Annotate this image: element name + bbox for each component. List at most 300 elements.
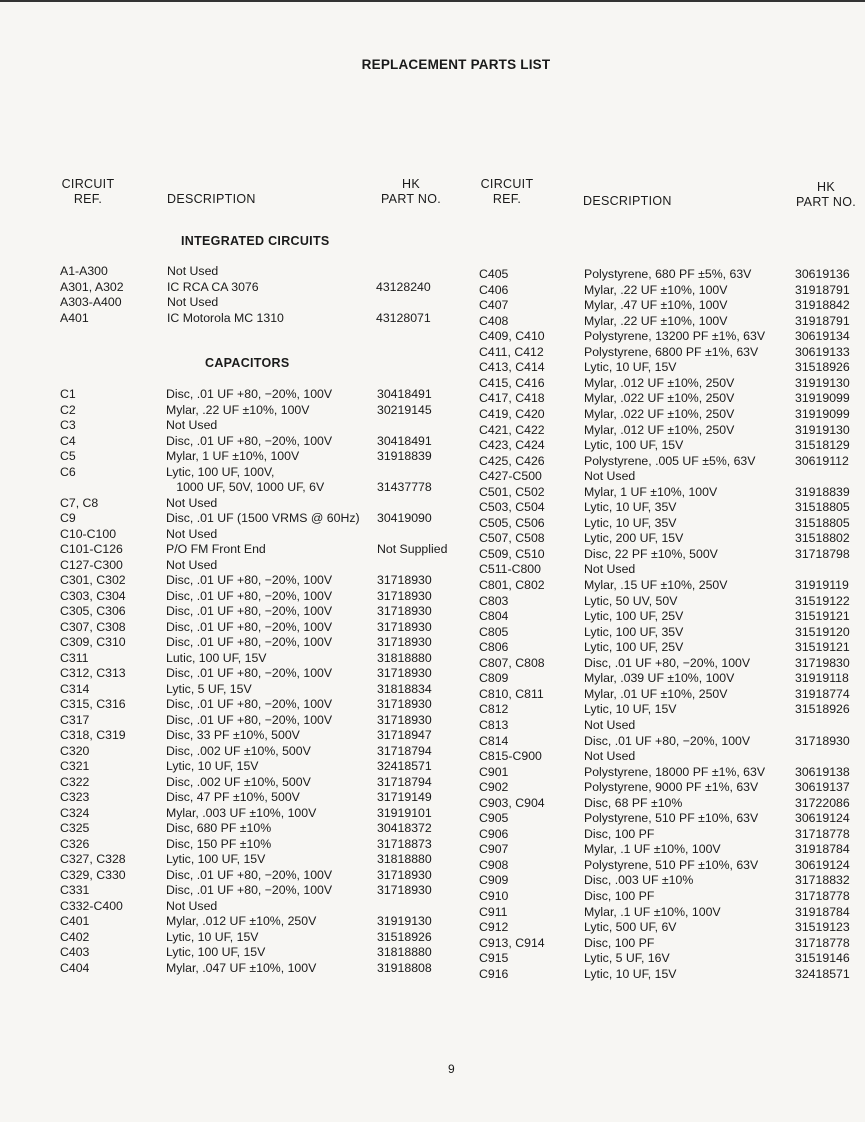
- circuit-ref: C5: [60, 449, 76, 463]
- description: Polystyrene, 510 PF ±10%, 63V: [584, 811, 759, 826]
- part-number: 31718947: [377, 728, 432, 742]
- part-number: 32418571: [795, 966, 850, 981]
- circuit-ref: C324: [60, 805, 90, 820]
- description: Mylar, .22 UF ±10%, 100V: [166, 402, 310, 417]
- description: Mylar, .047 UF ±10%, 100V: [166, 960, 317, 975]
- table-row: [0, 609, 865, 625]
- part-number: 30619112: [795, 453, 849, 468]
- part-number: 31519123: [795, 920, 850, 935]
- part-number: 31918791: [795, 313, 850, 328]
- table-row: [0, 827, 865, 843]
- table-row: [0, 485, 865, 501]
- part-number: 31518129: [795, 438, 850, 453]
- circuit-ref: A1-A300: [60, 264, 108, 278]
- circuit-ref: C327, C328: [60, 852, 126, 866]
- table-row: [0, 298, 865, 314]
- circuit-ref: C805: [479, 624, 509, 639]
- table-row: [0, 516, 865, 532]
- table-row: [0, 905, 865, 921]
- circuit-ref: C405: [479, 267, 509, 281]
- circuit-ref: C415, C416: [479, 375, 545, 390]
- right-header-circuit: CIRCUIT: [480, 177, 534, 191]
- description: Disc, .01 UF +80, −20%, 100V: [166, 697, 333, 711]
- part-number: 31718832: [795, 873, 850, 888]
- part-number: 31718930: [377, 635, 432, 649]
- part-number: 31519121: [795, 640, 850, 655]
- table-row: [0, 562, 865, 578]
- description: Mylar, .012 UF ±10%, 250V: [584, 375, 735, 390]
- circuit-ref: C814: [479, 733, 509, 748]
- description: Mylar, .01 UF ±10%, 250V: [584, 686, 728, 701]
- description: Mylar, .012 UF ±10%, 250V: [584, 422, 735, 437]
- circuit-ref: C321: [60, 759, 90, 773]
- part-number: 31718930: [377, 619, 432, 634]
- description: Mylar, .022 UF ±10%, 250V: [584, 391, 735, 406]
- part-number: 31722086: [795, 795, 850, 810]
- table-row: [0, 329, 865, 345]
- table-row: [0, 842, 865, 858]
- table-row: [0, 423, 865, 439]
- circuit-ref: C425, C426: [479, 453, 545, 468]
- description: Disc, .01 UF +80, −20%, 100V: [166, 387, 333, 401]
- description: Disc, .01 UF +80, −20%, 100V: [166, 635, 333, 649]
- table-row: [0, 500, 865, 516]
- description: Lytic, 10 UF, 15V: [166, 929, 259, 944]
- circuit-ref: C413, C414: [479, 360, 545, 375]
- table-row: [0, 547, 865, 563]
- description: Lytic, 100 UF, 100V,: [166, 464, 275, 479]
- description: Mylar, .22 UF ±10%, 100V: [584, 282, 728, 297]
- part-number: 31919130: [377, 914, 432, 928]
- circuit-ref: C4: [60, 433, 76, 448]
- circuit-ref: C417, C418: [479, 391, 545, 406]
- description: Mylar, .1 UF ±10%, 100V: [584, 842, 721, 857]
- part-number: 30219145: [377, 402, 432, 417]
- part-number: 31518805: [795, 500, 850, 515]
- circuit-ref: C908: [479, 857, 509, 872]
- part-number: 31818880: [377, 650, 432, 665]
- right-header-hk-part: [788, 180, 864, 210]
- circuit-ref: C815-C900: [479, 749, 542, 764]
- circuit-ref: C309, C310: [60, 635, 126, 649]
- circuit-ref: C320: [60, 743, 90, 758]
- description: Not Used: [584, 562, 636, 577]
- description: 1000 UF, 50V, 1000 UF, 6V: [166, 480, 325, 494]
- circuit-ref: C807, C808: [479, 655, 545, 670]
- circuit-ref: A401: [60, 310, 89, 325]
- part-number: 31718930: [377, 573, 432, 587]
- circuit-ref: C902: [479, 780, 509, 795]
- part-number: 31718873: [377, 836, 432, 851]
- part-number: 31437778: [377, 480, 432, 494]
- description: Lytic, 500 UF, 6V: [584, 920, 677, 935]
- table-row: [0, 391, 865, 407]
- circuit-ref: C505, C506: [479, 515, 545, 530]
- part-number: 31718930: [377, 867, 432, 882]
- table-row: [0, 578, 865, 594]
- description: Polystyrene, .005 UF ±5%, 63V: [584, 453, 756, 468]
- part-number: 31919099: [795, 406, 850, 421]
- circuit-ref: C916: [479, 966, 509, 981]
- description: Lytic, 5 UF, 15V: [166, 681, 252, 696]
- table-row: [0, 625, 865, 641]
- part-number: 31718930: [377, 604, 432, 618]
- description: Disc, 100 PF: [584, 826, 655, 841]
- part-number: 30418491: [377, 433, 432, 448]
- description: Lytic, 10 UF, 15V: [584, 360, 677, 375]
- right-header-circuit-ref: [471, 177, 543, 207]
- circuit-ref: C809: [479, 671, 509, 686]
- part-number: 31918839: [795, 484, 850, 499]
- part-number: 31718794: [377, 743, 432, 758]
- circuit-ref: C318, C319: [60, 728, 126, 742]
- circuit-ref: C419, C420: [479, 406, 545, 421]
- circuit-ref: C403: [60, 945, 90, 959]
- part-number: 43128240: [376, 279, 431, 294]
- part-number: 31718778: [795, 889, 850, 903]
- part-number: 31518805: [795, 515, 850, 530]
- description: Lytic, 10 UF, 35V: [584, 515, 677, 530]
- part-number: Not Supplied: [377, 542, 448, 556]
- part-number: 31519121: [795, 609, 850, 624]
- circuit-ref: C911: [479, 904, 508, 919]
- circuit-ref: C810, C811: [479, 686, 544, 701]
- table-row: [0, 936, 865, 952]
- part-number: 31718930: [377, 712, 432, 727]
- part-number: 31519120: [795, 624, 850, 639]
- description: Not Used: [167, 295, 219, 310]
- circuit-ref: C3: [60, 418, 76, 432]
- description: Polystyrene, 680 PF ±5%, 63V: [584, 267, 752, 281]
- description: Disc, .01 UF +80, −20%, 100V: [166, 588, 333, 603]
- description: Not Used: [166, 898, 218, 913]
- part-number: 31818834: [377, 681, 432, 696]
- description: Mylar, 1 UF ±10%, 100V: [584, 484, 718, 499]
- table-row: [0, 345, 865, 361]
- right-header-hk: HK: [817, 180, 835, 194]
- description: Disc, .01 UF +80, −20%, 100V: [166, 604, 333, 618]
- description: Lytic, 100 UF, 15V: [584, 438, 684, 453]
- description: Disc, .01 UF +80, −20%, 100V: [584, 733, 751, 748]
- left-header-part-no: PART NO.: [380, 192, 442, 206]
- circuit-ref: C813: [479, 717, 509, 732]
- circuit-ref: C408: [479, 313, 509, 328]
- circuit-ref: C326: [60, 836, 90, 851]
- circuit-ref: C427-C500: [479, 469, 542, 484]
- part-number: 30619124: [795, 857, 850, 872]
- circuit-ref: C6: [60, 464, 76, 479]
- table-row: [0, 640, 865, 656]
- circuit-ref: C812: [479, 702, 509, 717]
- right-header-ref: REF.: [492, 192, 522, 206]
- table-row: [0, 920, 865, 936]
- circuit-ref: C323: [60, 790, 90, 804]
- left-header-hk: HK: [402, 177, 420, 191]
- description: Lytic, 50 UV, 50V: [584, 593, 678, 608]
- circuit-ref: C901: [479, 764, 509, 779]
- description: Mylar, .039 UF ±10%, 100V: [584, 671, 735, 686]
- description: Lytic, 10 UF, 15V: [166, 759, 259, 773]
- table-row: [0, 671, 865, 687]
- circuit-ref: C307, C308: [60, 619, 126, 634]
- description: Lytic, 200 UF, 15V: [584, 531, 684, 546]
- part-number: 30619124: [795, 811, 850, 826]
- circuit-ref: A303-A400: [60, 295, 122, 310]
- part-number: 30418372: [377, 821, 432, 835]
- section-integrated-circuits: INTEGRATED CIRCUITS: [181, 234, 330, 248]
- page-number: 9: [448, 1062, 455, 1076]
- table-row: [0, 454, 865, 470]
- table-row: [0, 718, 865, 734]
- table-row: [0, 283, 865, 299]
- part-number: 31518926: [795, 360, 850, 375]
- part-number: 30619134: [795, 329, 850, 344]
- description: Mylar, 1 UF ±10%, 100V: [166, 449, 300, 463]
- description: Disc, 68 PF ±10%: [584, 795, 683, 810]
- circuit-ref: C913, C914: [479, 935, 545, 950]
- description: Lytic, 100 UF, 25V: [584, 640, 684, 655]
- description: Not Used: [166, 557, 218, 572]
- circuit-ref: C801, C802: [479, 578, 545, 592]
- table-row: [0, 594, 865, 610]
- circuit-ref: C511-C800: [479, 562, 541, 577]
- circuit-ref: C322: [60, 774, 90, 789]
- part-number: 31918774: [795, 686, 850, 701]
- description: Mylar, .47 UF ±10%, 100V: [584, 298, 728, 313]
- description: Lytic, 10 UF, 15V: [584, 702, 677, 717]
- circuit-ref: C903, C904: [479, 795, 545, 810]
- description: Disc, 150 PF ±10%: [166, 836, 272, 851]
- table-row: [0, 889, 865, 905]
- part-number: 31519146: [795, 951, 850, 966]
- circuit-ref: C305, C306: [60, 604, 126, 618]
- table-row: [0, 765, 865, 781]
- part-number: 31718778: [795, 826, 850, 841]
- circuit-ref: C303, C304: [60, 588, 126, 603]
- description: Disc, 100 PF: [584, 935, 655, 950]
- part-number: 31719149: [377, 790, 432, 804]
- description: Disc, .01 UF +80, −20%, 100V: [584, 655, 751, 670]
- table-row: [0, 407, 865, 423]
- circuit-ref: C332-C400: [60, 898, 123, 913]
- part-number: 31518802: [795, 531, 850, 546]
- description: Lytic, 100 UF, 25V: [584, 609, 684, 624]
- table-row: [0, 702, 865, 718]
- description: Not Used: [167, 264, 219, 278]
- table-row: [0, 967, 865, 983]
- circuit-ref: C905: [479, 811, 509, 826]
- circuit-ref: C317: [60, 712, 90, 727]
- circuit-ref: C411, C412: [479, 344, 544, 359]
- description: Disc, .01 UF +80, −20%, 100V: [166, 883, 333, 897]
- description: Disc, .01 UF (1500 VRMS @ 60Hz): [166, 511, 360, 525]
- part-number: 31718794: [377, 774, 432, 789]
- page-title: REPLACEMENT PARTS LIST: [361, 57, 551, 72]
- left-header-circuit: CIRCUIT: [61, 177, 115, 191]
- circuit-ref: C402: [60, 929, 90, 944]
- part-number: 31918791: [795, 282, 850, 297]
- part-number: 31919119: [795, 578, 849, 592]
- circuit-ref: C507, C508: [479, 531, 545, 546]
- circuit-ref: C907: [479, 842, 509, 857]
- circuit-ref: C806: [479, 640, 509, 655]
- top-border-line: [0, 0, 865, 2]
- description: Lutic, 100 UF, 15V: [166, 650, 267, 665]
- table-row: [0, 687, 865, 703]
- description: Disc, 680 PF ±10%: [166, 821, 272, 835]
- part-number: 31818880: [377, 945, 432, 959]
- table-row: [0, 749, 865, 765]
- part-number: 31718798: [795, 546, 850, 561]
- description: Lytic, 10 UF, 35V: [584, 500, 677, 515]
- circuit-ref: C7, C8: [60, 495, 99, 510]
- circuit-ref: C501, C502: [479, 484, 545, 499]
- circuit-ref: C1: [60, 387, 76, 401]
- part-number: 31518926: [377, 929, 432, 944]
- description: Disc, .003 UF ±10%: [584, 873, 694, 888]
- left-header-circuit-ref: [52, 177, 124, 207]
- description: Disc, 47 PF ±10%, 500V: [166, 790, 300, 804]
- description: P/O FM Front End: [166, 542, 266, 556]
- description: Disc, .01 UF +80, −20%, 100V: [166, 573, 333, 587]
- circuit-ref: C406: [479, 282, 509, 297]
- description: Disc, .01 UF +80, −20%, 100V: [166, 712, 333, 727]
- description: Polystyrene, 6800 PF ±1%, 63V: [584, 344, 759, 359]
- description: Mylar, .003 UF ±10%, 100V: [166, 805, 317, 820]
- description: Not Used: [584, 717, 636, 732]
- table-row: [0, 811, 865, 827]
- description: Polystyrene, 18000 PF ±1%, 63V: [584, 764, 766, 779]
- circuit-ref: C10-C100: [60, 526, 117, 541]
- part-number: 31918839: [377, 449, 432, 463]
- table-row: [0, 734, 865, 750]
- description: Not Used: [584, 749, 636, 764]
- part-number: 43128071: [376, 310, 431, 325]
- part-number: 31718930: [377, 666, 432, 680]
- part-number: 30619133: [795, 344, 850, 359]
- circuit-ref: C314: [60, 681, 90, 696]
- description: Disc, 22 PF ±10%, 500V: [584, 546, 718, 561]
- part-number: 30418491: [377, 387, 432, 401]
- description: Disc, .01 UF +80, −20%, 100V: [166, 867, 333, 882]
- part-number: 31918808: [377, 960, 432, 975]
- description: Disc, .002 UF ±10%, 500V: [166, 743, 311, 758]
- circuit-ref: C906: [479, 826, 509, 841]
- table-row: [0, 469, 865, 485]
- circuit-ref: C915: [479, 951, 509, 966]
- description: Polystyrene, 510 PF ±10%, 63V: [584, 857, 759, 872]
- description: Not Used: [166, 418, 218, 432]
- description: Lytic, 100 UF, 15V: [166, 852, 266, 866]
- description: Mylar, .022 UF ±10%, 250V: [584, 406, 735, 421]
- part-number: 31718930: [795, 733, 850, 748]
- circuit-ref: C9: [60, 511, 76, 525]
- circuit-ref: C2: [60, 402, 76, 417]
- table-row: [0, 314, 865, 330]
- circuit-ref: C407: [479, 298, 509, 313]
- table-row: [0, 951, 865, 967]
- circuit-ref: C101-C126: [60, 542, 123, 556]
- part-number: 31919101: [377, 805, 432, 820]
- description: Disc, 100 PF: [584, 889, 655, 903]
- right-header-part-no: PART NO.: [795, 195, 857, 209]
- table-row: [0, 858, 865, 874]
- description: Lytic, 5 UF, 16V: [584, 951, 670, 966]
- part-number: 31919118: [795, 671, 849, 686]
- description: Polystyrene, 9000 PF ±1%, 63V: [584, 780, 759, 795]
- description: Disc, .01 UF +80, −20%, 100V: [166, 619, 333, 634]
- circuit-ref: C325: [60, 821, 90, 835]
- description: Not Used: [584, 469, 636, 484]
- section-capacitors: CAPACITORS: [205, 356, 290, 370]
- part-number: 30619138: [795, 764, 850, 779]
- part-number: 31919099: [795, 391, 850, 406]
- description: Mylar, .012 UF ±10%, 250V: [166, 914, 317, 928]
- part-number: 31519122: [795, 593, 850, 608]
- description: Lytic, 10 UF, 15V: [584, 966, 677, 981]
- table-row: [0, 796, 865, 812]
- table-row: [0, 438, 865, 454]
- circuit-ref: C804: [479, 609, 509, 624]
- left-header-ref: REF.: [73, 192, 103, 206]
- description: Disc, .01 UF +80, −20%, 100V: [166, 433, 333, 448]
- circuit-ref: A301, A302: [60, 279, 124, 294]
- part-number: 31918842: [795, 298, 850, 313]
- part-number: 30619136: [795, 267, 850, 281]
- circuit-ref: C909: [479, 873, 509, 888]
- circuit-ref: C311: [60, 650, 89, 665]
- description: Lytic, 100 UF, 35V: [584, 624, 684, 639]
- description: Disc, 33 PF ±10%, 500V: [166, 728, 300, 742]
- circuit-ref: C331: [60, 883, 90, 897]
- circuit-ref: C401: [60, 914, 90, 928]
- circuit-ref: C404: [60, 960, 90, 975]
- description: Mylar, .1 UF ±10%, 100V: [584, 904, 721, 919]
- part-number: 31718930: [377, 697, 432, 711]
- part-number: 31918784: [795, 904, 850, 919]
- table-row: [0, 656, 865, 672]
- circuit-ref: C127-C300: [60, 557, 123, 572]
- left-header-description: DESCRIPTION: [167, 192, 256, 206]
- table-row: [0, 531, 865, 547]
- circuit-ref: C329, C330: [60, 867, 126, 882]
- part-number: 30419090: [377, 511, 432, 525]
- description: Disc, .01 UF +80, −20%, 100V: [166, 666, 333, 680]
- circuit-ref: C409, C410: [479, 329, 545, 344]
- description: Disc, .002 UF ±10%, 500V: [166, 774, 311, 789]
- table-row: [0, 360, 865, 376]
- description: IC Motorola MC 1310: [167, 310, 284, 325]
- right-header-description: DESCRIPTION: [583, 194, 672, 208]
- table-row: [0, 873, 865, 889]
- description: Not Used: [166, 526, 218, 541]
- part-number: 31718930: [377, 883, 432, 897]
- part-number: 31518926: [795, 702, 850, 717]
- circuit-ref: C312, C313: [60, 666, 126, 680]
- part-number: 31719830: [795, 655, 850, 670]
- circuit-ref: C803: [479, 593, 509, 608]
- table-row: [0, 267, 865, 283]
- description: Mylar, .22 UF ±10%, 100V: [584, 313, 728, 328]
- part-number: 31919130: [795, 375, 850, 390]
- description: Mylar, .15 UF ±10%, 250V: [584, 578, 728, 592]
- description: Lytic, 100 UF, 15V: [166, 945, 266, 959]
- circuit-ref: C912: [479, 920, 509, 935]
- part-number: 30619137: [795, 780, 850, 795]
- circuit-ref: C503, C504: [479, 500, 545, 515]
- table-row: [0, 376, 865, 392]
- circuit-ref: C301, C302: [60, 573, 126, 587]
